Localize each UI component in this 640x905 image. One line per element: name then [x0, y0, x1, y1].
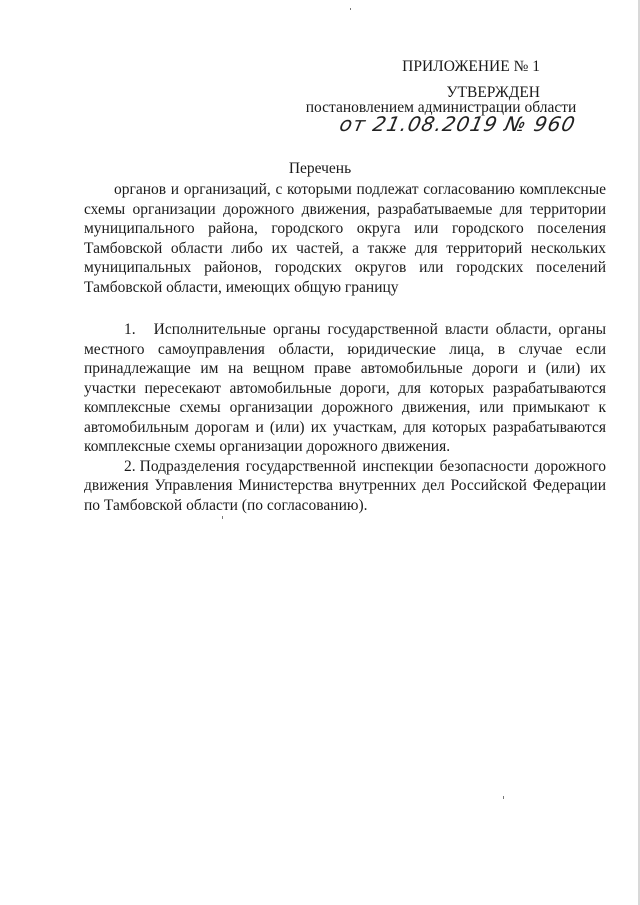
- item-text: Подразделения государственной инспекции безопасности дорожного движения Управления Министерства внутренних дел Российской Федерации по Тамбовской области (по согласованию).: [84, 457, 606, 514]
- list-item: [84, 320, 606, 457]
- item-number: 2.: [124, 457, 136, 475]
- scan-speck: [222, 516, 223, 519]
- annex-label: ПРИЛОЖЕНИЕ № 1: [402, 58, 540, 75]
- document-subtitle: органов и организаций, с которыми подлежат согласованию комплексные схемы организации дорожного движения, разрабатываемые для территории муниципального района, городского округа или городского поселения Тамбовской области либо их частей, а также для территорий нескольких муниципальных районов, городских округов или городских поселений Тамбовской области, имеющих общую границу: [84, 181, 606, 296]
- item-list: [84, 320, 606, 515]
- item-text: Исполнительные органы государственной власти области, органы местного самоуправления области, юридические лица, в случае если принадлежащие им на вещном праве автомобильные дороги и (или) их участки пересекают автомобильные дороги, для которых разрабатываются комплексные схемы организации дорожного движения, или примыкают к автомобильным дорогам и (или) их участкам, для которых разрабатываются комплексные схемы организации дорожного движения.: [84, 321, 606, 455]
- decree-line: постановлением администрации области: [305, 99, 577, 116]
- scan-speck: [350, 8, 351, 10]
- item-number: 1.: [124, 321, 136, 338]
- scan-speck: [503, 796, 504, 799]
- list-item: [84, 457, 606, 516]
- document-title: Перечень: [288, 160, 352, 177]
- handwritten-date-number: от 21.08.2019 № 960: [337, 112, 579, 136]
- approved-label: УТВЕРЖДЕН: [446, 84, 540, 101]
